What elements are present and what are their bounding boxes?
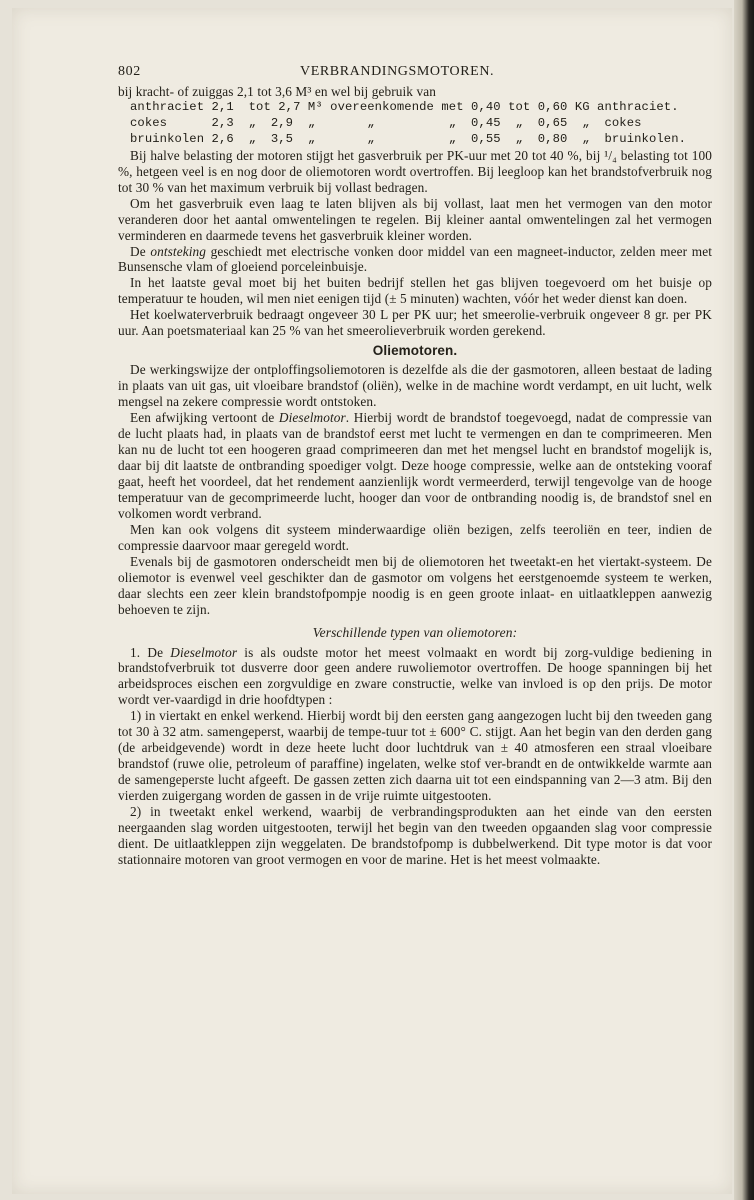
paragraph-cooling: Het koelwaterverbruik bedraagt ongeveer 30 L per PK uur; het smeerolie-verbruik ongeveer 8 gr. per PK uur. Aan poetsmateriaal kan 25 % van het smeerolieverbruik worden gerekend. bbox=[118, 307, 712, 339]
list-item-1-1: 1) in viertakt en enkel werkend. Hierbij wordt bij den eersten gang aangezogen lucht bij den tweeden gang tot 30 à 32 atm. samengeperst, waarbij de tempe-tuur tot ± 600° C. stijgt. Aan het begin van den derden gang (de arbeidgevende) wordt in deze heete lucht door luchtdruk van ± 40 atmosferen een straal vloeibare brandstof (ruwe olie, petroleum of paraffine) ingelaten, welke stof ver-brandt en de ontwikkelde warmte aan de samengeperste lucht afgeeft. De gassen zetten zich daarna uit tot een eindspanning van 2—3 atm. Bij den vierden zuigergang worden de gassen in de vrije ruimte uitgestooten. bbox=[118, 708, 712, 804]
paragraph-tube: In het laatste geval moet bij het buiten bedrijf stellen het gas blijven toegevoerd om het buisje op temperatuur te houden, wil men niet eenigen tijd (± 5 minuten) wachten, vóór het weder dienst kan doen. bbox=[118, 275, 712, 307]
page-content bbox=[118, 60, 712, 868]
fuel-row-bruinkolen: bruinkolen 2,6 „ 3,5 „ „ „ 0,55 „ 0,80 „ bruinkolen. bbox=[130, 131, 687, 146]
term-dieselmotor-2: Dieselmotor bbox=[170, 644, 238, 660]
paragraph-diesel: Een afwijking vertoont de Dieselmotor. Hierbij wordt de brandstof toegevoegd, nadat de compressie van de lucht plaats had, in plaats van de brandstof eerst met lucht te vermengen en dan te comprimeeren. Men kan nu de lucht tot een hoogeren graad comprimeeren dan met het mengsel lucht en brandstof mogelijk is, daar bij dit laatste de ontbranding spoediger volgt. Deze hooge compressie, welke aan de ontsteking vooraf gaat, heeft het voordeel, dat het rendement aanzienlijk wordt vermeerderd, terwijl tengevolge van de hooge temperatuur van de gecomprimeerde lucht, hooger dan voor de ontbranding noodig is, de brandstof snel en volkomen wordt verbrand. bbox=[118, 410, 712, 521]
section-title: Oliemotoren. bbox=[372, 343, 458, 359]
paragraph-revolutions: Om het gasverbruik even laag te laten blijven als bij vollast, laat men het vermogen van den motor veranderen door het aantal omwentelingen te regelen. Bij kleiner aantal omwentelingen zal het vermogen verminderen en daarmede tevens het gasverbruik kleiner worden. bbox=[118, 195, 712, 243]
page-number: 802 bbox=[118, 64, 141, 79]
paragraph-half-load: Bij halve belasting der motoren stijgt het gasverbruik per PK-uur met 20 tot 40 %, bij ¹/₄ belasting tot 100 %, hetgeen veel is en nog door de oliemotoren wordt overtroffen. Bij leegloop kan het brandstofverbruik nog tot 30 % van het maximum verbruik bij vollast bedragen. bbox=[118, 147, 712, 195]
term-dieselmotor: Dieselmotor bbox=[278, 410, 346, 426]
paragraph-oils: Men kan ook volgens dit systeem minderwaardige oliën bezigen, zelfs teeroliën en teer, indien de compressie daarvoor maar geregeld wordt. bbox=[118, 521, 712, 553]
running-title: VERBRANDINGSMOTOREN. bbox=[300, 64, 495, 79]
term-ontsteking: ontsteking bbox=[150, 243, 206, 259]
paragraph-ignition: De ontsteking geschiedt met electrische vonken door middel van een magneet-inductor, zelden meer met Bunsensche vlam of gloeiend porceleinbuisje. bbox=[118, 243, 712, 275]
list-item-1-2: 2) in tweetakt enkel werkend, waarbij de verbrandingsprodukten aan het einde van den eersten neergaanden slag worden uitgestooten, terwijl het begin van den tweeden opgaanden slag voor compressie dient. De uitlaatkleppen zijn weggelaten. De brandstofpomp is dubbelwerkend. Dit type motor is dat voor stationnaire motoren van groot vermogen en voor de marine. Het is het meest volmaakte. bbox=[118, 804, 712, 867]
page-header bbox=[118, 60, 712, 84]
intro-line: bij kracht- of zuiggas 2,1 tot 3,6 M³ en wel bij gebruik van bbox=[118, 84, 436, 99]
fuel-row-cokes: cokes 2,3 „ 2,9 „ „ „ 0,45 „ 0,65 „ cokes bbox=[130, 115, 642, 130]
list-item-1: 1. De Dieselmotor is als oudste motor het meest volmaakt en wordt bij zorg-vuldige bediening in brandstofverbruik tot dusverre door geen andere ruwoliemotor overtroffen. De hooge spanningen bij het arbeidsproces eischen een zorgvuldige en zware constructie, welke van invloed is op den prijs. De motor wordt ver-vaardigd in drie hoofdtypen : bbox=[118, 644, 712, 708]
fuel-table bbox=[130, 100, 712, 148]
fuel-row-anthraciet: anthraciet 2,1 tot 2,7 M³ overeenkomende met 0,40 tot 0,60 KG anthraciet. bbox=[130, 99, 679, 114]
book-edge bbox=[734, 0, 754, 1200]
subheading: Verschillende typen van oliemotoren: bbox=[312, 624, 518, 640]
paragraph-working: De werkingswijze der ontploffingsoliemotoren is dezelfde als die der gasmotoren, alleen bestaat de lading in plaats van uit gas, uit vloeibare brandstof (oliën), welke in de machine wordt verdampt, en uit lucht, welk mengsel na zekere compressie wordt ontstoken. bbox=[118, 362, 712, 410]
paragraph-cycles: Evenals bij de gasmotoren onderscheidt men bij de oliemotoren het tweetakt-en het viertakt-systeem. De oliemotor is evenwel veel geschikter dan de gasmotor om volgens het eerstgenoemde systeem te werken, daar slechts een zeer klein brandstofpompje noodig is en geen groote inlaat- en uitlaatkleppen aanwezig behoeven te zijn. bbox=[118, 553, 712, 617]
